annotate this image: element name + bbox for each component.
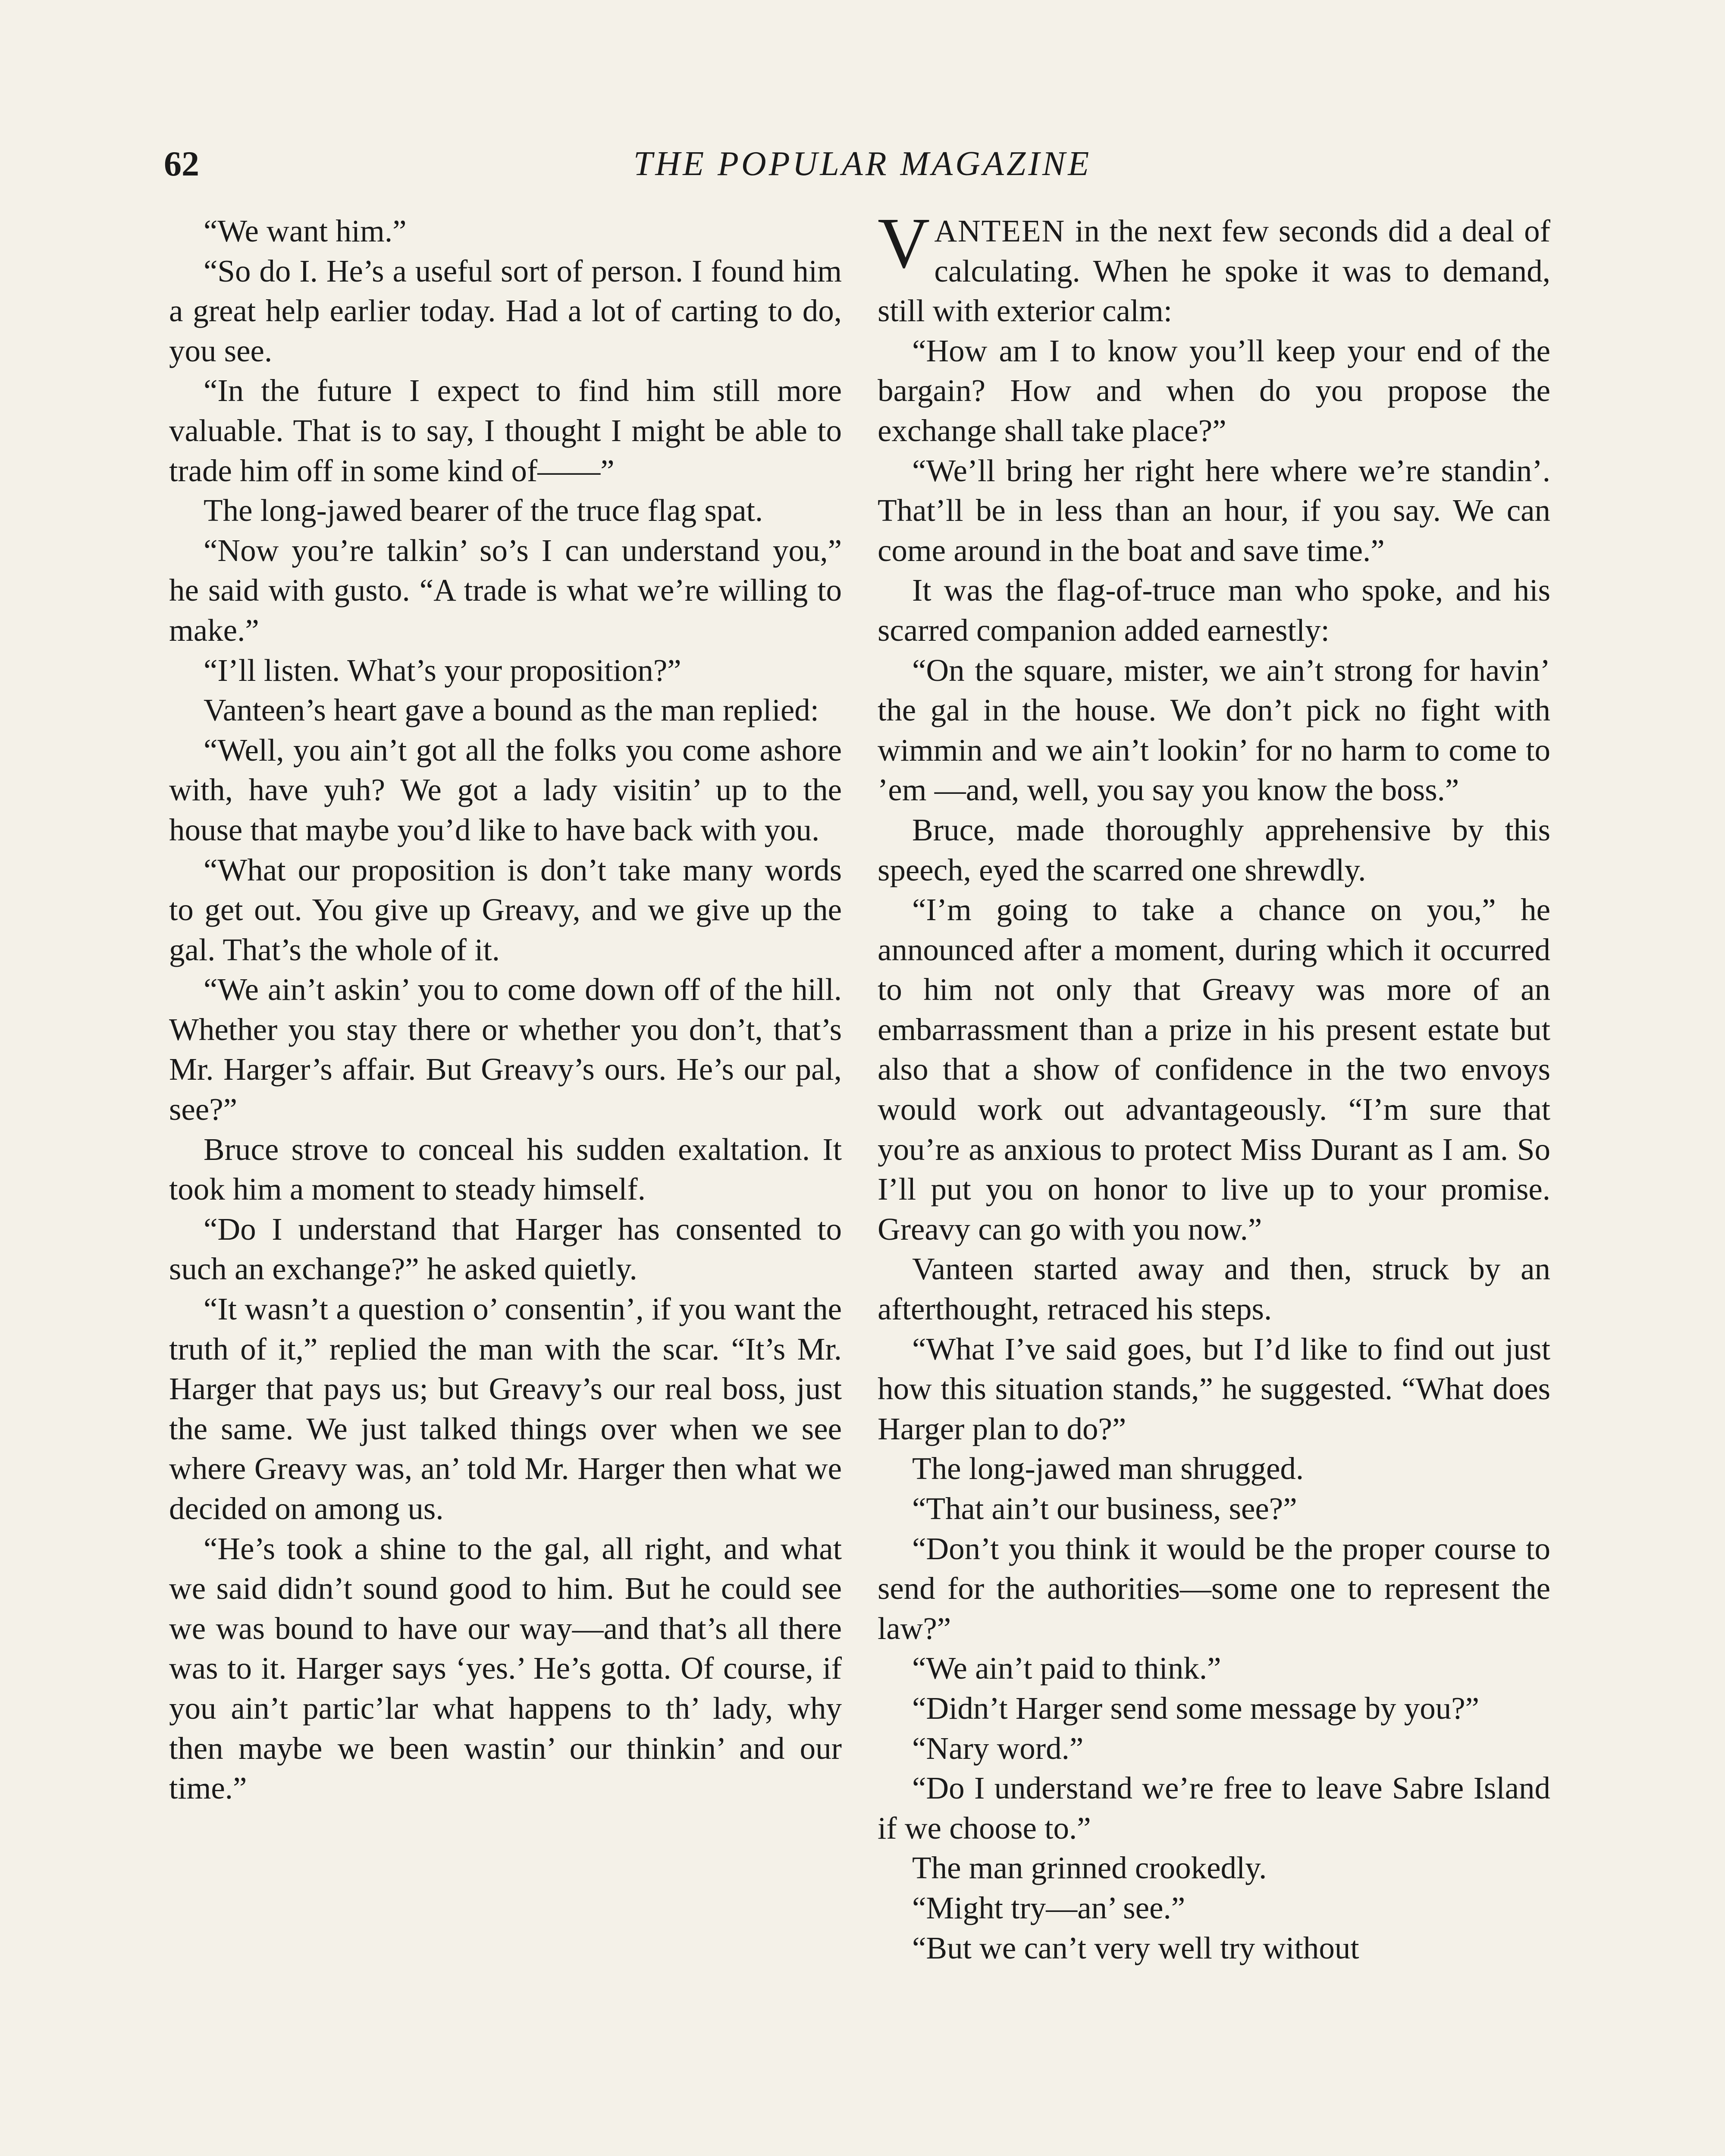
paragraph: “On the square, mister, we ain’t strong for havin’ the gal in the house. We don’t pick no fight with wimmin and we ain’t lookin’ for no harm to come to ’em —and, well, you say you know the boss.” xyxy=(878,652,1550,808)
paragraph: Bruce, made thoroughly apprehensive by this speech, eyed the scarred one shrewdly. xyxy=(878,812,1550,887)
running-head: THE POPULAR MAGAZINE xyxy=(633,145,1092,183)
paragraph: “What I’ve said goes, but I’d like to find out just how this situation stands,” he suggested. “What does Harger plan to do?” xyxy=(878,1331,1550,1446)
paragraph: “Now you’re talkin’ so’s I can understand you,” he said with gusto. “A trade is what we’re willing to make.” xyxy=(169,533,842,648)
paragraph: “We ain’t paid to think.” xyxy=(912,1651,1221,1686)
paragraph: “How am I to know you’ll keep your end of the bargain? How and when do you propose the exchange shall take place?” xyxy=(878,333,1550,448)
drop-cap: V xyxy=(878,203,930,283)
paragraph: Vanteen started away and then, struck by an afterthought, retraced his steps. xyxy=(878,1251,1550,1327)
paragraph: “But we can’t very well try without xyxy=(912,1930,1359,1965)
paragraph: “Do I understand that Harger has consented to such an exchange?” he asked quietly. xyxy=(169,1211,842,1287)
paragraph: “Didn’t Harger send some message by you?” xyxy=(912,1690,1479,1726)
paragraph: “Nary word.” xyxy=(912,1730,1084,1766)
paragraph: “Might try—an’ see.” xyxy=(912,1890,1186,1925)
paragraph: The long-jawed bearer of the truce flag spat. xyxy=(204,493,763,528)
paragraph: Vanteen’s heart gave a bound as the man replied: xyxy=(204,693,819,728)
paragraph: “We ain’t askin’ you to come down off of the hill. Whether you stay there or whether you don’t, that’s Mr. Harger’s affair. But Greavy’s ours. He’s our pal, see?” xyxy=(169,972,842,1127)
paragraph: It was the flag-of-truce man who spoke, and his scarred companion added earnestly: xyxy=(878,573,1550,648)
paragraph: “Don’t you think it would be the proper course to send for the authorities—some one to represent the law?” xyxy=(878,1531,1550,1646)
paragraph: “He’s took a shine to the gal, all right, and what we said didn’t sound good to him. But he could see we was bound to have our way—and that’s all there was to it. Harger says ‘yes.’ He’s gotta. Of course, if you ain’t partic’lar what happens to th’ lady, why then maybe we been wastin’ our thinkin’ and our time.” xyxy=(169,1531,842,1806)
paragraph: “Well, you ain’t got all the folks you come ashore with, have yuh? We got a lady visitin’ up to the house that maybe you’d like to have back with you. xyxy=(169,732,842,847)
page-number: 62 xyxy=(164,144,199,183)
paragraph: “We want him.” xyxy=(204,213,407,248)
left-column xyxy=(169,211,842,1808)
paragraph: “I’ll listen. What’s your proposition?” xyxy=(204,652,681,688)
paragraph: “I’m going to take a chance on you,” he announced after a moment, during which it occurred to him not only that Greavy was more of an embarrassment than a prize in his present estate but also that a show of confidence in the two envoys would work out advantageously. “I’m sure that you’re as anxious to protect Miss Durant as I am. So I’ll put you on honor to live up to your promise. Greavy can go with you now.” xyxy=(878,892,1550,1247)
paragraph: “In the future I expect to find him still more valuable. That is to say, I thought I might be able to trade him off in some kind of——” xyxy=(169,373,842,488)
paragraph: “That ain’t our business, see?” xyxy=(912,1491,1297,1526)
paragraph: The man grinned crookedly. xyxy=(912,1850,1267,1886)
opening-text: in the next few seconds did a deal of calculating. When he spoke it was to demand, still with exterior calm: xyxy=(878,213,1550,329)
paragraph: Bruce strove to conceal his sudden exaltation. It took him a moment to steady himself. xyxy=(169,1131,842,1207)
paragraph: “What our proposition is don’t take many words to get out. You give up Greavy, and we give up the gal. That’s the whole of it. xyxy=(169,852,842,967)
paragraph: “Do I understand we’re free to leave Sabre Island if we choose to.” xyxy=(878,1771,1550,1846)
paragraph: “So do I. He’s a useful sort of person. I found him a great help earlier today. Had a lot of carting to do, you see. xyxy=(169,253,842,368)
section-opening-paragraph xyxy=(878,203,1550,331)
right-column xyxy=(878,203,1550,1968)
paragraph: “We’ll bring her right here where we’re standin’. That’ll be in less than an hour, if you say. We can come around in the boat and save time.” xyxy=(878,453,1550,568)
page-header xyxy=(164,138,1561,190)
paragraph: The long-jawed man shrugged. xyxy=(912,1451,1304,1486)
lead-in-caps: ANTEEN xyxy=(934,213,1066,248)
paragraph: “It wasn’t a question o’ consentin’, if you want the truth of it,” replied the man with the scar. “It’s Mr. Harger that pays us; but Greavy’s our real boss, just the same. We just talked things over when we see where Greavy was, an’ told Mr. Harger then what we decided on among us. xyxy=(169,1291,842,1526)
